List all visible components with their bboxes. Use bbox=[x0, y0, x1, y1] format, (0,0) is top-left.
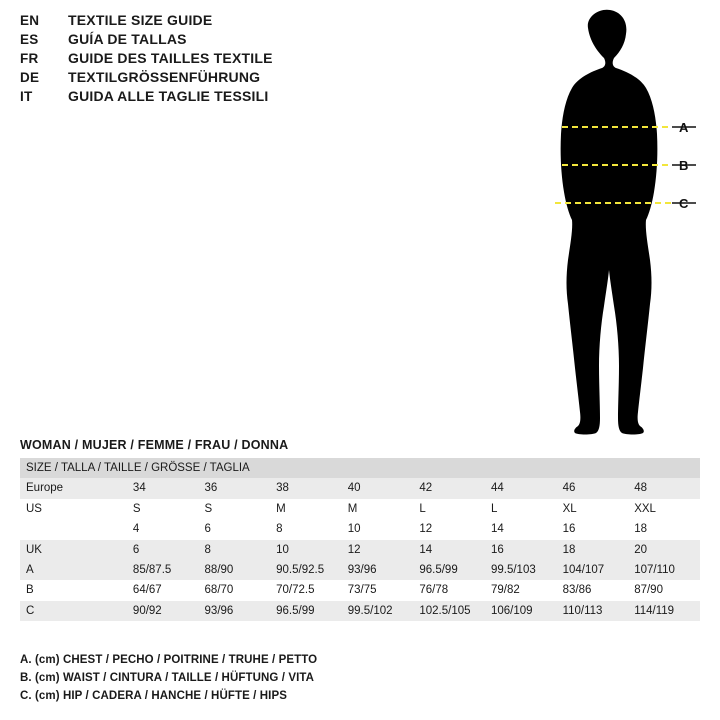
table-row bbox=[20, 478, 700, 498]
cell: 16 bbox=[557, 519, 629, 539]
cell: 114/119 bbox=[628, 601, 700, 621]
cell: M bbox=[270, 499, 342, 519]
size-table bbox=[20, 458, 700, 621]
measure-label-a: A bbox=[679, 120, 689, 135]
row-label: A bbox=[20, 560, 127, 580]
size-table-section bbox=[20, 438, 700, 621]
title-text-de: TEXTILGRÖSSENFÜHRUNG bbox=[68, 69, 261, 85]
cell: 10 bbox=[342, 519, 414, 539]
cell: 16 bbox=[485, 540, 557, 560]
table-group-title: WOMAN / MUJER / FEMME / FRAU / DONNA bbox=[20, 438, 289, 452]
cell: 8 bbox=[199, 540, 271, 560]
row-label bbox=[20, 519, 127, 539]
cell: 14 bbox=[485, 519, 557, 539]
cell: 12 bbox=[342, 540, 414, 560]
cell: 93/96 bbox=[342, 560, 414, 580]
table-row bbox=[20, 540, 700, 560]
legend-item-c: C. (cm) HIP / CADERA / HANCHE / HÜFTE / HIPS bbox=[20, 689, 288, 702]
cell: 42 bbox=[413, 478, 485, 498]
cell: 99.5/102 bbox=[342, 601, 414, 621]
title-lang-es: ES bbox=[20, 32, 39, 47]
cell: 18 bbox=[628, 519, 700, 539]
cell: 12 bbox=[413, 519, 485, 539]
cell: 73/75 bbox=[342, 580, 414, 600]
table-row bbox=[20, 560, 700, 580]
cell: 6 bbox=[127, 540, 199, 560]
cell: 20 bbox=[628, 540, 700, 560]
cell: 48 bbox=[628, 478, 700, 498]
table-header-label: SIZE / TALLA / TAILLE / GRÖSSE / TAGLIA bbox=[20, 458, 700, 478]
cell: 90.5/92.5 bbox=[270, 560, 342, 580]
cell: 85/87.5 bbox=[127, 560, 199, 580]
title-text-es: GUÍA DE TALLAS bbox=[68, 31, 187, 47]
title-lang-en: EN bbox=[20, 13, 40, 28]
title-lang-de: DE bbox=[20, 70, 40, 85]
row-label: UK bbox=[20, 540, 127, 560]
cell: 4 bbox=[127, 519, 199, 539]
title-text-it: GUIDA ALLE TAGLIE TESSILI bbox=[68, 88, 269, 104]
legend-item-a: A. (cm) CHEST / PECHO / POITRINE / TRUHE / PETTO bbox=[20, 654, 318, 666]
cell: 8 bbox=[270, 519, 342, 539]
table-row bbox=[20, 601, 700, 621]
cell: 14 bbox=[413, 540, 485, 560]
cell: 70/72.5 bbox=[270, 580, 342, 600]
cell: 104/107 bbox=[557, 560, 629, 580]
title-row-fr bbox=[20, 50, 480, 66]
cell: L bbox=[485, 499, 557, 519]
cell: S bbox=[127, 499, 199, 519]
title-row-it bbox=[20, 88, 480, 104]
title-block bbox=[20, 12, 480, 107]
cell: 6 bbox=[199, 519, 271, 539]
row-label: C bbox=[20, 601, 127, 621]
cell: 38 bbox=[270, 478, 342, 498]
cell: 18 bbox=[557, 540, 629, 560]
cell: XXL bbox=[628, 499, 700, 519]
row-label: Europe bbox=[20, 478, 127, 498]
title-text-en: TEXTILE SIZE GUIDE bbox=[68, 12, 213, 28]
cell: 93/96 bbox=[199, 601, 271, 621]
cell: 102.5/105 bbox=[413, 601, 485, 621]
cell: S bbox=[199, 499, 271, 519]
measure-label-b: B bbox=[679, 158, 689, 173]
cell: 96.5/99 bbox=[413, 560, 485, 580]
table-row bbox=[20, 499, 700, 519]
cell: 68/70 bbox=[199, 580, 271, 600]
cell: 46 bbox=[557, 478, 629, 498]
cell: 76/78 bbox=[413, 580, 485, 600]
cell: 90/92 bbox=[127, 601, 199, 621]
row-label: B bbox=[20, 580, 127, 600]
cell: 36 bbox=[199, 478, 271, 498]
cell: 79/82 bbox=[485, 580, 557, 600]
cell: XL bbox=[557, 499, 629, 519]
table-row bbox=[20, 580, 700, 600]
cell: 110/113 bbox=[557, 601, 629, 621]
cell: 88/90 bbox=[199, 560, 271, 580]
legend-item-b: B. (cm) WAIST / CINTURA / TAILLE / HÜFTUNG / VITA bbox=[20, 671, 315, 684]
cell: 64/67 bbox=[127, 580, 199, 600]
cell: 34 bbox=[127, 478, 199, 498]
cell: 83/86 bbox=[557, 580, 629, 600]
cell: 99.5/103 bbox=[485, 560, 557, 580]
cell: 107/110 bbox=[628, 560, 700, 580]
body-figure bbox=[500, 8, 720, 438]
cell: 96.5/99 bbox=[270, 601, 342, 621]
cell: M bbox=[342, 499, 414, 519]
title-lang-fr: FR bbox=[20, 51, 39, 66]
title-row-en bbox=[20, 12, 480, 28]
title-text-fr: GUIDE DES TAILLES TEXTILE bbox=[68, 50, 273, 66]
title-row-es bbox=[20, 31, 480, 47]
table-row bbox=[20, 519, 700, 539]
cell: 87/90 bbox=[628, 580, 700, 600]
title-lang-it: IT bbox=[20, 89, 33, 104]
cell: 40 bbox=[342, 478, 414, 498]
cell: 44 bbox=[485, 478, 557, 498]
cell: 10 bbox=[270, 540, 342, 560]
title-row-de bbox=[20, 69, 480, 85]
female-silhouette-icon bbox=[500, 8, 720, 438]
table-header-row bbox=[20, 458, 700, 478]
cell: 106/109 bbox=[485, 601, 557, 621]
measure-label-c: C bbox=[679, 196, 689, 211]
row-label: US bbox=[20, 499, 127, 519]
measurement-legend bbox=[20, 652, 620, 705]
cell: L bbox=[413, 499, 485, 519]
